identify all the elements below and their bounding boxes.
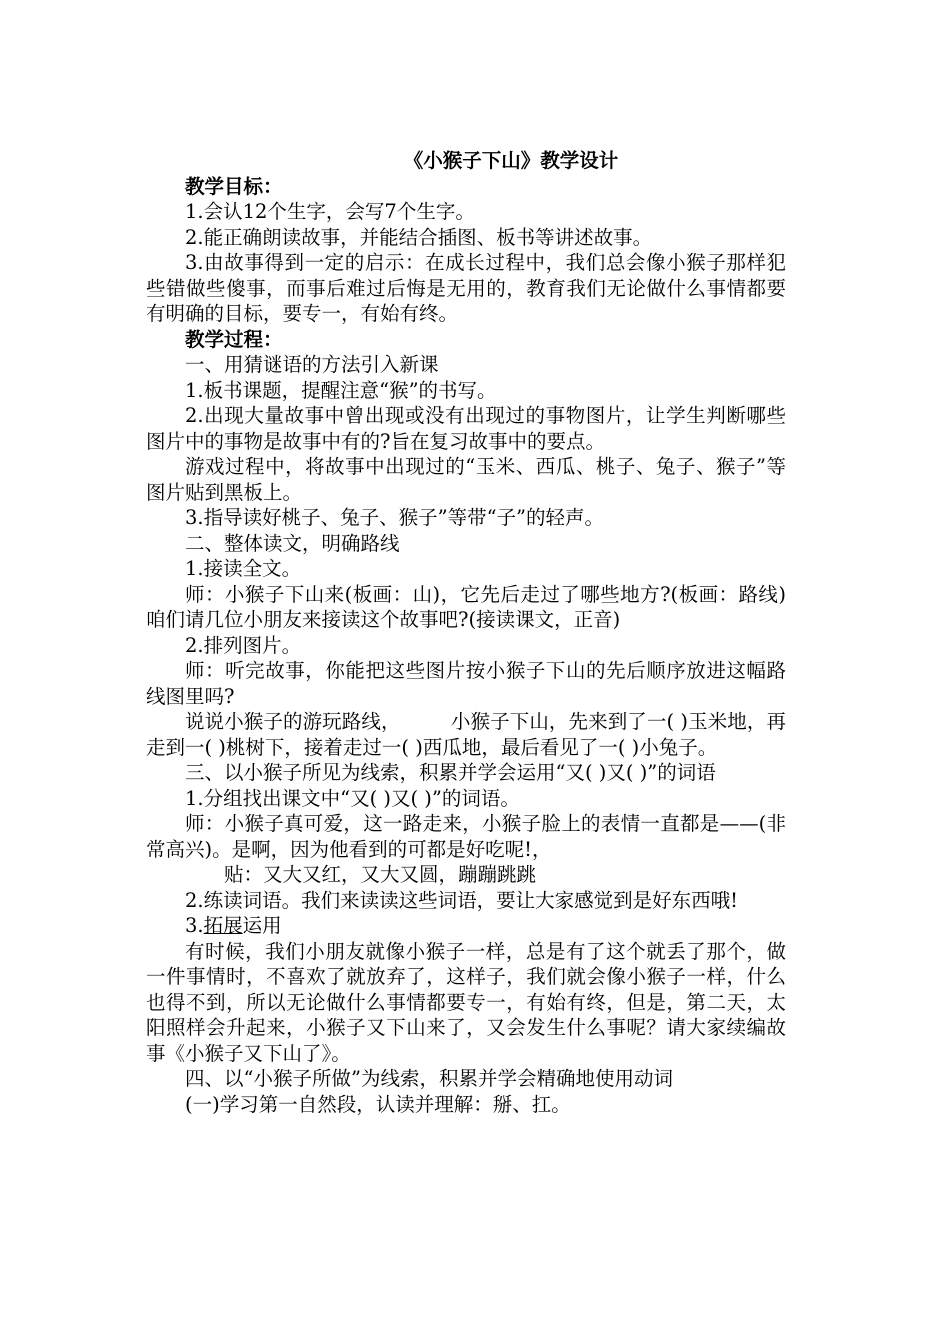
text-prefix: 3. bbox=[185, 914, 204, 937]
paragraph: 2.排列图片。 bbox=[185, 633, 302, 657]
paragraph: 3.指导读好桃子、兔子、猴子”等带“子”的轻声。 bbox=[185, 506, 605, 529]
paragraph: 3.由故事得到一定的启示：在成长过程中，我们总会像小猴子那样犯些错做些傻事，而事后难过后悔是无用的，教育我们无论做什么事情都要有明确的目标，要专一，有始有终。 bbox=[146, 251, 786, 325]
paragraph: 1.接读全文。 bbox=[185, 557, 302, 580]
paragraph: 二、整体读文，明确路线 bbox=[185, 531, 400, 555]
paragraph: 游戏过程中，将故事中出现过的“玉米、西瓜、桃子、兔子、猴子”等图片贴到黑板上。 bbox=[146, 455, 786, 504]
paragraph: 2.练读词语。我们来读读这些词语，要让大家感觉到是好东西哦! bbox=[185, 888, 738, 912]
paragraph: 一、用猜谜语的方法引入新课 bbox=[185, 353, 439, 376]
paragraph: 师：小猴子下山来(板画：山)，它先后走过了哪些地方?(板画：路线)咱们请几位小朋友来接读这个故事吧?(接读课文，正音) bbox=[146, 582, 786, 631]
paragraph: 2.出现大量故事中曾出现或没有出现过的事物图片，让学生判断哪些图片中的事物是故事中有的?旨在复习故事中的要点。 bbox=[146, 404, 786, 453]
paragraph-extend-use bbox=[146, 913, 786, 939]
document-body bbox=[146, 148, 786, 1117]
paragraph: 有时候，我们小朋友就像小猴子一样，总是有了这个就丢了那个，做一件事情时，不喜欢了就放弃了，这样子，我们就会像小猴子一样，什么也得不到，所以无论做什么事情都要专一，有始有终，但是，第二天，太阳照样会升起来，小猴子又下山来了，又会发生什么事呢？请大家续编故事《小猴子又下山了》。 bbox=[146, 939, 786, 1065]
paragraph: (一)学习第一自然段，认读并理解：掰、扛。 bbox=[185, 1092, 571, 1116]
text-suffix: 运用 bbox=[242, 914, 282, 937]
section-heading-goals: 教学目标： bbox=[185, 174, 283, 198]
paragraph: 师：小猴子真可爱，这一路走来，小猴子脸上的表情一直都是——(非常高兴)。是啊，因为他看到的可都是好吃呢!， bbox=[146, 812, 786, 861]
underlined-text: 拓展 bbox=[203, 914, 243, 937]
paragraph: 四、以“小猴子所做”为线索，积累并学会精确地使用动词 bbox=[185, 1067, 673, 1090]
paragraph: 说说小猴子的游玩路线， 小猴子下山，先来到了一( )玉米地，再走到一( )桃树下，接着走过一( )西瓜地，最后看见了一( )小兔子。 bbox=[146, 710, 786, 759]
paragraph: 1.板书课题，提醒注意“猴”的书写。 bbox=[185, 378, 497, 402]
section-heading-process: 教学过程： bbox=[185, 327, 283, 351]
paragraph: 师：听完故事，你能把这些图片按小猴子下山的先后顺序放进这幅路线图里吗? bbox=[146, 659, 786, 708]
paragraph: 1.会认12个生字，会写7个生字。 bbox=[185, 200, 475, 223]
paragraph: 三、以小猴子所见为线索，积累并学会运用“又( )又( )”的词语 bbox=[185, 761, 716, 784]
paragraph: 2.能正确朗读故事，并能结合插图、板书等讲述故事。 bbox=[185, 225, 653, 249]
paragraph: 贴：又大又红，又大又圆，蹦蹦跳跳 bbox=[224, 863, 537, 886]
paragraph: 1.分组找出课文中“又( )又( )”的词语。 bbox=[185, 786, 520, 810]
document-title: 《小猴子下山》教学设计 bbox=[403, 149, 619, 172]
